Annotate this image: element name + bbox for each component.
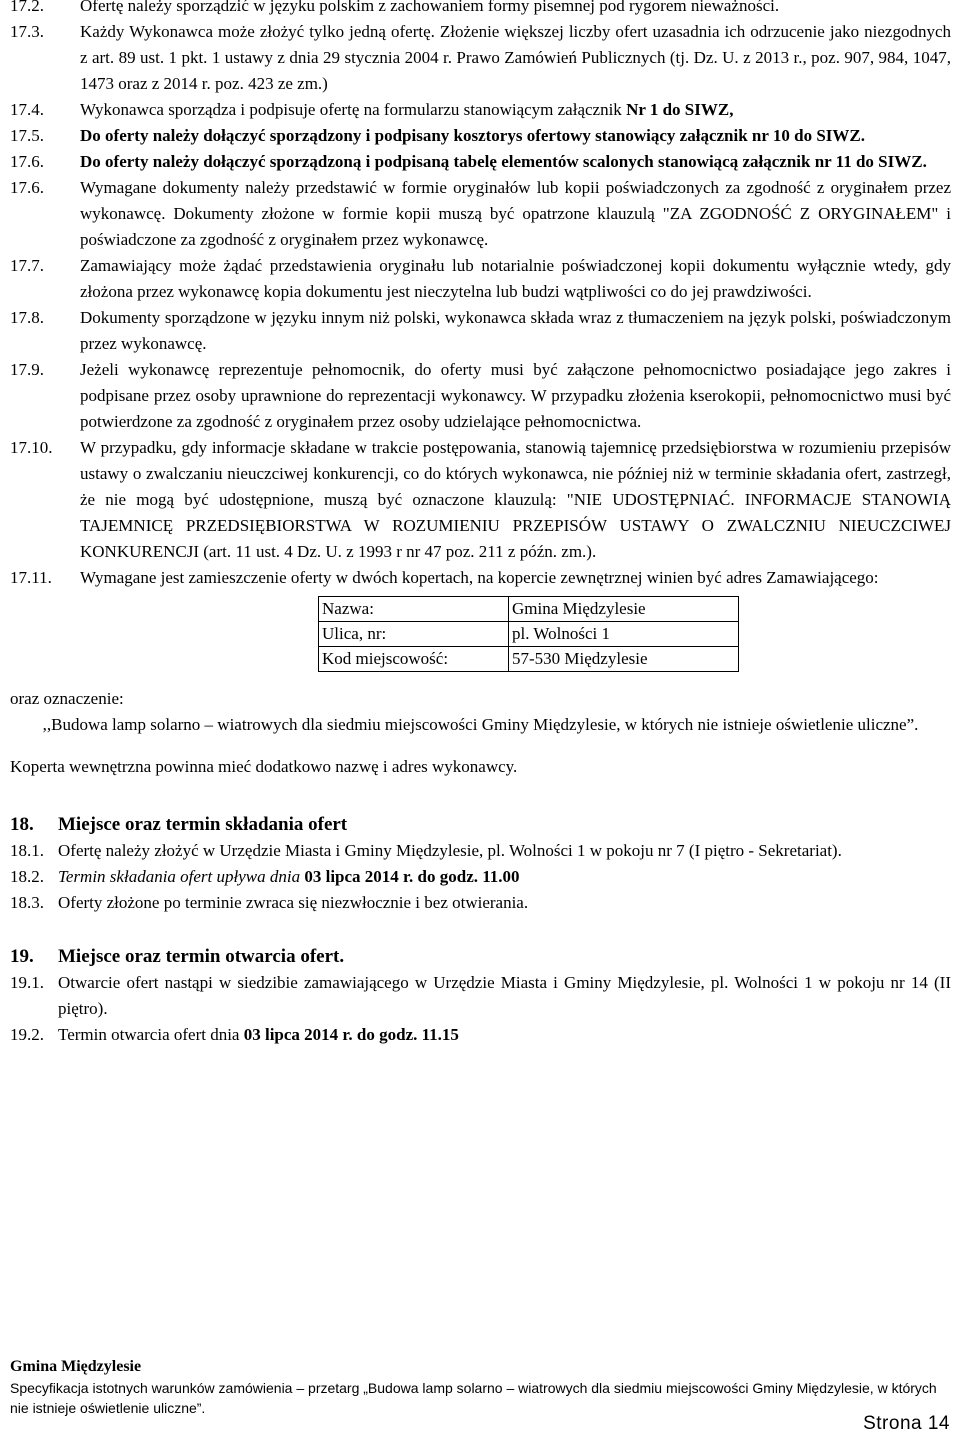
section-18 bbox=[10, 812, 951, 916]
item-text: Zamawiający może żądać przedstawienia oryginału lub notarialnie poświadczonej kopii dokumentu wyłącznie wtedy, gdy złożona przez wykonawcę kopia dokumentu jest nieczytelna lub budzi wątpliwości co do jej prawdziwości. bbox=[80, 256, 951, 301]
list-item bbox=[10, 19, 951, 97]
list-item bbox=[10, 565, 951, 591]
item-number: 17.10. bbox=[10, 438, 53, 457]
list-item bbox=[10, 175, 951, 253]
list-item bbox=[10, 864, 951, 890]
inner-envelope-note: Koperta wewnętrzna powinna mieć dodatkowo nazwę i adres wykonawcy. bbox=[10, 757, 518, 776]
section-heading: Miejsce oraz termin składania ofert bbox=[58, 814, 348, 835]
item-number: 19.2. bbox=[10, 1025, 44, 1044]
section-title bbox=[10, 812, 951, 838]
item-text: Wymagane jest zamieszczenie oferty w dwóch kopertach, na kopercie zewnętrznej winien być adres Zamawiającego: bbox=[80, 568, 879, 587]
list-item bbox=[10, 357, 951, 435]
table-cell-value: Gmina Międzylesie bbox=[509, 597, 739, 622]
item-number: 17.8. bbox=[10, 308, 44, 327]
item-text bbox=[58, 1022, 951, 1048]
page-footer bbox=[10, 1356, 951, 1418]
item-number: 19.1. bbox=[10, 973, 44, 992]
section-number: 18. bbox=[10, 814, 34, 835]
item-number: 18.2. bbox=[10, 867, 44, 886]
list-item bbox=[10, 123, 951, 149]
item-number: 17.4. bbox=[10, 100, 44, 119]
table-row bbox=[319, 647, 739, 672]
list-item bbox=[10, 305, 951, 357]
item-text-bold: 03 lipca 2014 r. do godz. 11.15 bbox=[243, 1025, 459, 1044]
item-text: Oferty złożone po terminie zwraca się niezwłocznie i bez otwierania. bbox=[58, 893, 529, 912]
item-text: Ofertę należy złożyć w Urzędzie Miasta i Gminy Międzylesie, pl. Wolności 1 w pokoju nr 7 (I piętro - Sekretariat). bbox=[58, 841, 842, 860]
item-text bbox=[58, 864, 951, 890]
table-cell-label: Nazwa: bbox=[319, 597, 509, 622]
table-cell-value: 57-530 Międzylesie bbox=[509, 647, 739, 672]
footer-organization: Gmina Międzylesie bbox=[10, 1358, 142, 1375]
item-number: 17.6. bbox=[10, 178, 44, 197]
item-text: Dokumenty sporządzone w języku innym niż polski, wykonawca składa wraz z tłumaczeniem na język polski, poświadczonym przez wykonawcę. bbox=[80, 308, 951, 353]
list-item bbox=[10, 970, 951, 1022]
item-text: Jeżeli wykonawcę reprezentuje pełnomocnik, do oferty musi być załączone pełnomocnictwo posiadające jego zakres i podpisane przez osoby uprawnione do reprezentacji wykonawcy. W przypadku złożenia kserokopii, pełnomocnictwo musi być potwierdzone za zgodność z oryginałem przez osoby udzielające pełnomocnictwa. bbox=[80, 360, 951, 431]
item-number: 17.11. bbox=[10, 568, 52, 587]
list-item bbox=[10, 890, 951, 916]
item-number: 17.7. bbox=[10, 256, 44, 275]
item-text-plain: Termin otwarcia ofert dnia bbox=[58, 1025, 244, 1044]
item-text-italic: Termin składania ofert upływa dnia bbox=[58, 867, 305, 886]
table-cell-label: Ulica, nr: bbox=[319, 622, 509, 647]
item-text: Każdy Wykonawca może złożyć tylko jedną ofertę. Złożenie większej liczby ofert uzasadnia ich odrzucenie jako niezgodnych z art. 89 ust. 1 pkt. 1 ustawy z dnia 29 stycznia 2004 r. Prawo Zamówień Publicznych (tj. Dz. U. z 2013 r., poz. 907, 984, 1047, 1473 oraz z 2014 r. poz. 423 ze zm.) bbox=[80, 22, 951, 93]
table-row bbox=[319, 597, 739, 622]
document-page bbox=[10, 0, 951, 1048]
item-text-bold: Nr 1 do SIWZ, bbox=[626, 100, 734, 119]
list-item bbox=[10, 838, 951, 864]
footer-specification: Specyfikacja istotnych warunków zamówienia – przetarg „Budowa lamp solarno – wiatrowych dla siedmiu miejscowości Gminy Międzylesie, w których nie istnieje oświetlenie uliczne”. bbox=[10, 1380, 937, 1416]
item-number: 18.3. bbox=[10, 893, 44, 912]
marking-text: ,,Budowa lamp solarno – wiatrowych dla siedmiu miejscowości Gminy Międzylesie, w których nie istnieje oświetlenie uliczne”. bbox=[42, 715, 919, 734]
section-number: 19. bbox=[10, 946, 34, 967]
address-table bbox=[318, 596, 739, 672]
item-text bbox=[80, 97, 951, 123]
section-title bbox=[10, 944, 951, 970]
table-cell-value: pl. Wolności 1 bbox=[509, 622, 739, 647]
item-number: 17.9. bbox=[10, 360, 44, 379]
item-number: 17.3. bbox=[10, 22, 44, 41]
list-item bbox=[10, 435, 951, 565]
table-cell-label: Kod miejscowość: bbox=[319, 647, 509, 672]
table-row bbox=[319, 622, 739, 647]
section-heading: Miejsce oraz termin otwarcia ofert. bbox=[58, 946, 345, 967]
list-item bbox=[10, 1022, 951, 1048]
list-item bbox=[10, 253, 951, 305]
list-item bbox=[10, 97, 951, 123]
list-item bbox=[10, 0, 951, 19]
section-19 bbox=[10, 944, 951, 1048]
item-text: Otwarcie ofert nastąpi w siedzibie zamawiającego w Urzędzie Miasta i Gminy Międzylesie, pl. Wolności 1 w pokoju nr 14 (II piętro). bbox=[58, 973, 951, 1018]
list-item bbox=[10, 149, 951, 175]
item-text-bold: 03 lipca 2014 r. do godz. 11.00 bbox=[304, 867, 520, 886]
item-text: W przypadku, gdy informacje składane w trakcie postępowania, stanowią tajemnicę przedsiębiorstwa w rozumieniu przepisów ustawy o zwalczaniu nieuczciwej konkurencji, co do których wykonawca, nie później niż w terminie składania ofert, zastrzegł, że nie mogą być udostępnione, muszą być oznaczone klauzulą: "NIE UDOSTĘPNIAĆ. INFORMACJE STANOWIĄ TAJEMNICĘ PRZEDSIĘBIORSTWA W ROZUMIENIU PRZEPISÓW USTAWY O ZWALCZNIU NIEUCZCIWEJ KONKURENCJI (art. 11 ust. 4 Dz. U. z 1993 r nr 47 poz. 211 z późn. zm.). bbox=[80, 438, 951, 561]
item-text-plain: Wykonawca sporządza i podpisuje ofertę na formularzu stanowiącym załącznik bbox=[80, 100, 627, 119]
item-text: Ofertę należy sporządzić w języku polskim z zachowaniem formy pisemnej pod rygorem nieważności. bbox=[80, 0, 780, 15]
item-text: Wymagane dokumenty należy przedstawić w formie oryginałów lub kopii poświadczonych za zgodność z oryginałem przez wykonawcę. Dokumenty złożone w formie kopii muszą być opatrzone klauzulą "ZA ZGODNOŚĆ Z ORYGINAŁEM" i poświadczone za zgodność z oryginałem przez wykonawcę. bbox=[80, 178, 951, 249]
item-text-bold: Do oferty należy dołączyć sporządzony i podpisany kosztorys ofertowy stanowiący załącznik nr 10 do SIWZ. bbox=[80, 126, 865, 145]
marking-label: oraz oznaczenie: bbox=[10, 689, 124, 708]
item-number: 17.6. bbox=[10, 152, 44, 171]
page-number: Strona 14 bbox=[863, 1413, 950, 1434]
item-text-bold: Do oferty należy dołączyć sporządzoną i podpisaną tabelę elementów scalonych stanowiącą załącznik nr 11 do SIWZ. bbox=[80, 152, 927, 171]
item-number: 17.2. bbox=[10, 0, 44, 15]
item-number: 18.1. bbox=[10, 841, 44, 860]
item-number: 17.5. bbox=[10, 126, 44, 145]
